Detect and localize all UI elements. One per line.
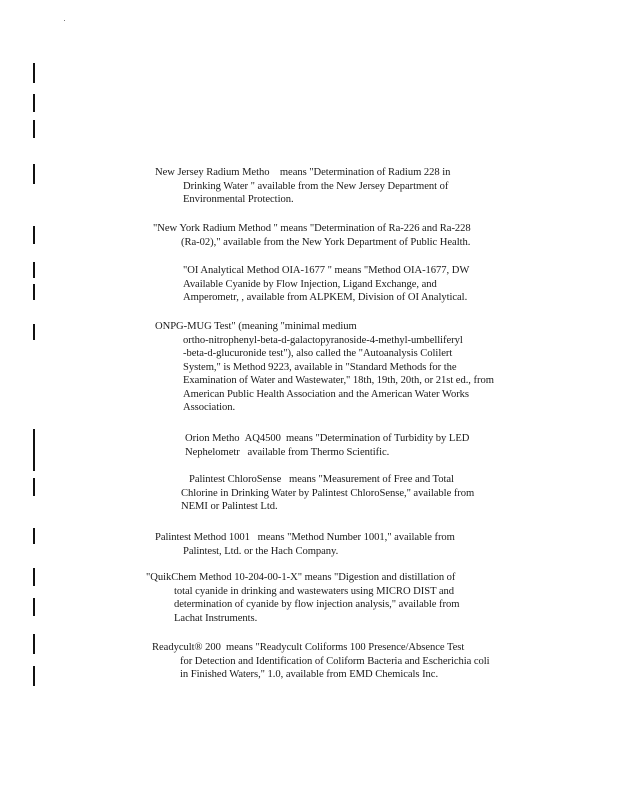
definition-oi-analytical (183, 264, 469, 305)
revision-bar (33, 478, 35, 496)
text-line: Palintest ChloroSense means "Measurement of Free and Total (189, 474, 454, 485)
text-line: Environmental Protection. (183, 194, 294, 205)
definition-new-jersey-radium (155, 166, 450, 207)
text-line: Association. (183, 402, 236, 413)
revision-bar (33, 324, 35, 340)
text-line: Amperometr, , available from ALPKEM, Division of OI Analytical. (183, 292, 468, 303)
text-line: Lachat Instruments. (174, 612, 258, 624)
text-line: (Ra-02)," available from the New York Department of Public Health. (181, 236, 471, 248)
text-line: "New York Radium Method " means "Determination of Ra-226 and Ra-228 (153, 223, 471, 234)
text-line: Examination of Water and Wastewater," 18th, 19th, 20th, or 21st ed., from (183, 375, 494, 386)
text-line: New Jersey Radium Metho means "Determination of Radium 228 in (155, 167, 451, 178)
text-line: Nephelometr available from Thermo Scientific. (185, 446, 390, 458)
text-line: ONPG-MUG Test" (meaning "minimal medium (155, 321, 357, 332)
text-line: Palintest Method 1001 means "Method Number 1001," available from (155, 532, 455, 543)
definition-new-york-radium (153, 222, 471, 249)
text-line: -beta-d-glucuronide test"), also called the "Autoanalysis Colilert (183, 348, 453, 359)
revision-bar (33, 94, 35, 112)
text-line: "QuikChem Method 10-204-00-1-X" means "Digestion and distillation of (146, 572, 456, 583)
text-line: for Detection and Identification of Coliform Bacteria and Escherichia coli (180, 655, 490, 667)
revision-bar (33, 528, 35, 544)
text-line: American Public Health Association and the American Water Works (183, 388, 470, 400)
revision-bar (33, 284, 35, 300)
revision-bar (33, 164, 35, 184)
text-line: System," is Method 9223, available in "Standard Methods for the (183, 361, 457, 373)
revision-bar (33, 120, 35, 138)
text-line: Orion Metho AQ4500 means "Determination of Turbidity by LED (185, 433, 470, 444)
definition-palintest-1001 (155, 531, 455, 558)
text-line: total cyanide in drinking and wastewaters using MICRO DIST and (174, 585, 455, 597)
text-line: ortho-nitrophenyl-beta-d-galactopyranoside-4-methyl-umbelliferyl (183, 334, 463, 346)
text-line: determination of cyanide by flow injection analysis," available from (174, 599, 460, 610)
definition-orion (185, 432, 469, 459)
definition-onpg-mug (155, 320, 494, 415)
revision-bar (33, 429, 35, 471)
scan-speck (64, 20, 65, 21)
definition-palintest-chlorosense (181, 473, 475, 514)
revision-bar (33, 262, 35, 278)
revision-bar (33, 63, 35, 83)
text-line: Available Cyanide by Flow Injection, Ligand Exchange, and (183, 278, 437, 290)
revision-bar (33, 634, 35, 654)
text-line: "OI Analytical Method OIA-1677 " means "Method OIA-1677, DW (183, 265, 470, 276)
revision-bar (33, 666, 35, 686)
text-line: Drinking Water " available from the New Jersey Department of (183, 180, 449, 192)
revision-bar (33, 598, 35, 616)
text-line: Readycult® 200 means "Readycult Coliforms 100 Presence/Absence Test (152, 642, 465, 653)
text-line: Chlorine in Drinking Water by Palintest ChloroSense," available from (181, 487, 475, 499)
revision-bar (33, 226, 35, 244)
text-line: Palintest, Ltd. or the Hach Company. (183, 545, 339, 557)
text-line: in Finished Waters," 1.0, available from EMD Chemicals Inc. (180, 669, 439, 680)
revision-bar (33, 568, 35, 586)
definition-quikchem (146, 571, 459, 625)
definition-readycult (152, 641, 490, 682)
text-line: NEMI or Palintest Ltd. (181, 501, 278, 512)
